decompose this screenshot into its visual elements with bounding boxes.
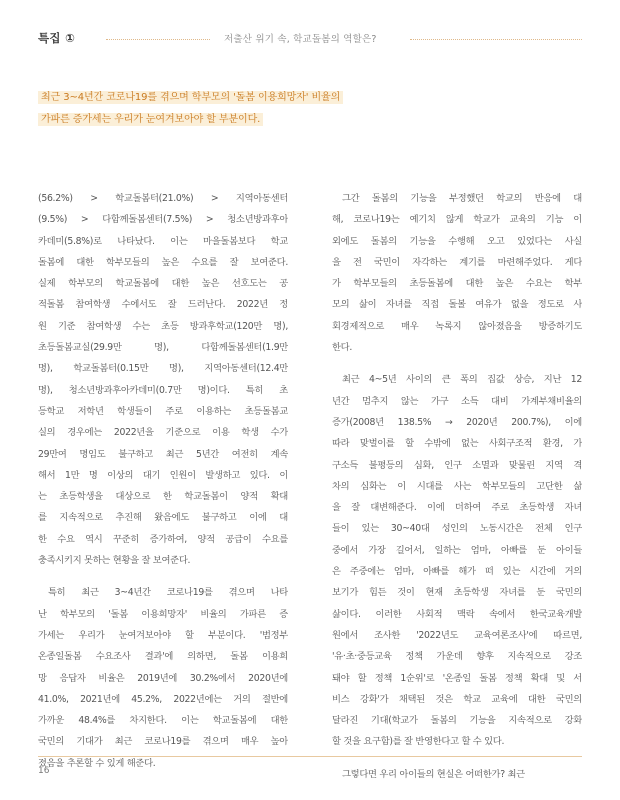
paragraph-gap xyxy=(332,358,582,369)
pull-quote-line: 최근 3~4년간 코로나19를 겪으며 학부모의 '돌봄 이용희망자' 비율의 xyxy=(38,87,458,109)
body-text-line: '유·초·중등교육 정책 가운데 향후 지속적으로 강조 xyxy=(332,651,582,663)
body-text-line: 돼야 할 정책 1순위'로 '온종일 돌봄 정책 확대 및 서 xyxy=(332,672,582,684)
body-text-line: 졌음을 추론할 수 있게 해준다. xyxy=(38,757,156,769)
pull-quote-line: 가파른 증가세는 우리가 눈여겨보아야 할 부분이다. xyxy=(38,109,458,131)
body-text-line: 들이 있는 30~40대 성인의 노동시간은 전체 인구 xyxy=(332,523,582,535)
body-text-line: 는 초등학생을 대상으로 한 학교돌봄이 양적 확대 xyxy=(38,491,288,503)
body-text-line: 가 학부모들의 초등돌봄에 대한 높은 수요는 학부 xyxy=(332,278,582,290)
body-text-line: (9.5%) > 다함께돌봄센터(7.5%) > 청소년방과후아 xyxy=(38,214,288,226)
body-text-line: 그간 돌봄의 기능을 부정했던 학교의 반응에 대 xyxy=(342,193,582,204)
body-text-line: 해, 코로나19는 예기치 않게 학교가 교육의 기능 이 xyxy=(332,214,582,226)
header-rule-left xyxy=(106,39,210,40)
body-column-right xyxy=(332,188,582,785)
body-text-line: 특히 최근 3~4년간 코로나19를 겪으며 나타 xyxy=(48,587,288,599)
body-text-line: 난 학부모의 '돌봄 이용희망자' 비율의 가파른 증 xyxy=(38,608,288,620)
body-text-line: 명), 학교돌봄터(0.15만 명), 지역아동센터(12.4만 xyxy=(38,363,288,375)
pull-quote xyxy=(38,87,458,131)
body-text-line: 중에서 가장 길어서, 일하는 엄마, 아빠를 둔 아이들 xyxy=(332,544,582,556)
body-text-line: 따라 맞벌이를 할 수밖에 없는 사회구조적 환경, 가 xyxy=(332,438,582,450)
body-text-line: 가세는 우리가 눈여겨보아야 할 부분이다. '범정부 xyxy=(38,629,288,641)
body-text-line: 비스 강화'가 채택된 것은 학교 교육에 대한 국민의 xyxy=(332,693,582,705)
body-text-line: 증가(2008년 138.5% → 2020년 200.7%), 이에 xyxy=(332,416,582,428)
body-text-line: 한다. xyxy=(332,342,353,354)
body-text-line: 실제 학부모의 학교돌봄에 대한 높은 선호도는 공 xyxy=(38,278,288,290)
body-text-line: 외에도 돌봄의 기능을 수행해 오고 있었다는 사실 xyxy=(332,235,582,247)
body-text-line: 보기가 힘든 것이 현재 초등학생 자녀를 둔 국민의 xyxy=(332,587,582,599)
body-text-line: 달라진 기대(학교가 돌봄의 기능을 지속적으로 강화 xyxy=(332,715,582,727)
body-text-line: 년간 멈추지 않는 가구 소득 대비 가계부채비율의 xyxy=(332,395,582,407)
body-text-line: 망 응답자 비율은 2019년에 30.2%에서 2020년에 xyxy=(38,672,288,684)
body-text-line: 은 주중에는 엄마, 아빠를 해가 떠 있는 시간에 거의 xyxy=(332,566,582,578)
page-header xyxy=(38,30,582,50)
body-text-line: 온종일돌봄 수요조사 결과'에 의하면, 돌봄 이용희 xyxy=(38,651,288,663)
body-text-line: 적돌봄 참여학생 수에서도 잘 드러난다. 2022년 정 xyxy=(38,299,288,311)
paragraph-gap xyxy=(38,571,288,582)
body-text-line: 을 잘 대변해준다. 이에 더하여 주로 초등학생 자녀 xyxy=(332,502,582,514)
body-text-line: 국민의 기대가 최근 코로나19를 겪으며 매우 높아 xyxy=(38,736,288,748)
header-rule-right xyxy=(410,39,582,40)
page-number: 16 xyxy=(38,766,50,776)
body-text-line: 한 수요 역시 꾸준히 증가하여, 양적 공급이 수요를 xyxy=(38,533,288,545)
footer-rule xyxy=(38,756,582,757)
body-text-line: 등학교 저학년 학생들이 주로 이용하는 초등돌봄교 xyxy=(38,405,288,417)
body-text-line: 원에서 조사한 '2022년도 교육여론조사'에 따르면, xyxy=(332,629,582,641)
section-label: 특집 ① xyxy=(38,31,76,45)
body-text-line: 카데미(5.8%)로 나타났다. 이는 마을돌봄보다 학교 xyxy=(38,235,288,247)
body-text-line: 29만여 명임도 불구하고 최근 5년간 여전히 계속 xyxy=(38,448,288,460)
body-text-line: 구소득 불평등의 심화, 인구 소멸과 맞물린 지역 격 xyxy=(332,459,582,471)
body-text-line: 회경제적으로 매우 녹록지 않아졌음을 방증하기도 xyxy=(332,320,582,332)
body-text-line: 초등돌봄교실(29.9만 명), 다함께돌봄센터(1.9만 xyxy=(38,342,288,354)
body-text-line: 를 지속적으로 추진해 왔음에도 불구하고 이에 대 xyxy=(38,512,288,524)
body-text-line: 모의 삶이 자녀를 직접 돌볼 여유가 없을 정도로 사 xyxy=(332,299,582,311)
body-text-line: 그렇다면 우리 아이들의 현실은 어떠한가? 최근 xyxy=(342,768,525,780)
body-text-line: 충족시키지 못하는 현황을 잘 보여준다. xyxy=(38,555,191,567)
body-text-line: 실의 경우에는 2022년을 기준으로 이용 학생 수가 xyxy=(38,427,288,439)
body-text-line: 차의 심화는 이 시대를 사는 학부모들의 고단한 삶 xyxy=(332,480,582,492)
body-text-line: 원 기준 참여학생 수는 초등 방과후학교(120만 명), xyxy=(38,320,288,332)
body-text-line: 명), 청소년방과후아카데미(0.7만 명)이다. 특히 초 xyxy=(38,384,288,396)
body-text-line: 삶이다. 이러한 사회적 맥락 속에서 한국교육개발 xyxy=(332,608,582,620)
paragraph-gap xyxy=(332,753,582,764)
body-text-line: 가까운 48.4%를 차지한다. 이는 학교돌봄에 대한 xyxy=(38,715,288,727)
body-text-line: 할 것을 요구함)를 잘 반영한다고 할 수 있다. xyxy=(332,736,505,748)
body-text-line: 해서 1만 명 이상의 대기 인원이 발생하고 있다. 이 xyxy=(38,469,288,481)
body-text-line: 41.0%, 2021년에 45.2%, 2022년에는 거의 절반에 xyxy=(38,693,288,705)
body-text-line: (56.2%) > 학교돌봄터(21.0%) > 지역아동센터 xyxy=(38,193,288,204)
body-column-left xyxy=(38,188,288,774)
body-text-line: 돌봄에 대한 학부모들의 높은 수요를 잘 보여준다. xyxy=(38,256,288,268)
header-title: 저출산 위기 속, 학교돌봄의 역할은? xyxy=(224,34,377,45)
body-text-line: 최근 4~5년 사이의 큰 폭의 집값 상승, 지난 12 xyxy=(342,374,582,386)
body-text-line: 을 전 국민이 자각하는 계기를 마련해주었다. 게다 xyxy=(332,256,582,268)
